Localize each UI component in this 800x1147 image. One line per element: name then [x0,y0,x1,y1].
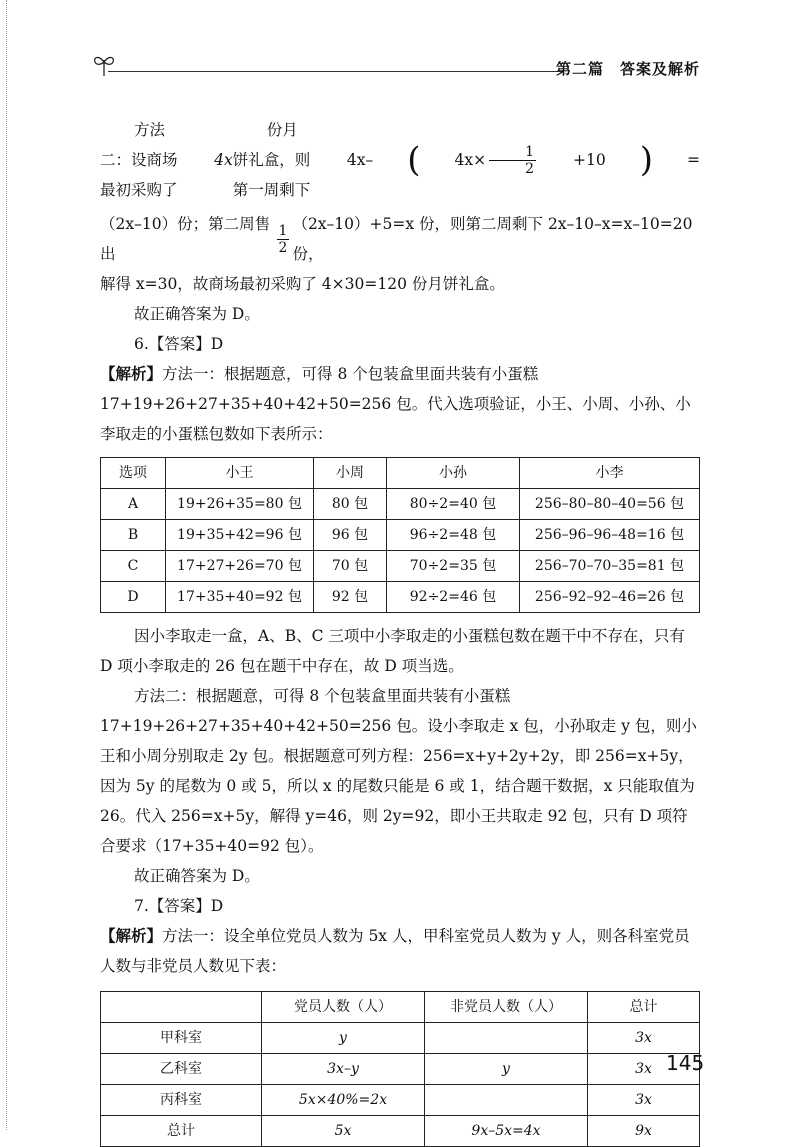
math-segment: 4x– [346,151,374,169]
q7-table [100,991,700,1147]
table-row [101,520,700,551]
table-cell: 256–96–96–48=16 包 [520,520,700,551]
table-header-cell [101,992,262,1023]
table-cell: 256–92–92–46=26 包 [520,582,700,613]
table-cell: 17+27+26=70 包 [166,551,314,582]
fraction [277,223,290,256]
q7-answer: 7.【答案】D [134,897,224,915]
table-header-cell: 小王 [166,458,314,489]
table-header-row [101,992,700,1023]
table-header-cell: 非党员人数（人） [425,992,588,1023]
q5-method2-line3: 解得 x=30，故商场最初采购了 4×30=120 份月饼礼盒。 [100,275,505,293]
table-cell: 3x [588,1023,700,1054]
q6-conclusion: 故正确答案为 D。 [134,867,260,885]
table-cell: 3x [588,1054,700,1085]
fraction-numerator: 1 [278,222,288,239]
table-cell: 甲科室 [101,1023,262,1054]
table-cell: 256–80–80–40=56 包 [520,489,700,520]
q6-method2: 方法二：根据题意，可得 8 个包装盒里面共装有小蛋糕 17+19+26+27+35+40+42+50=256 包。设小李取走 x 包，小孙取走 y 包，则小王和小周分别取走 2y 包。根据题意可列方程：256=x+y+2y+2y，即 256=x+5y，因为 5y 的尾数为 0 或 5，所以 x 的尾数只能是 6 或 1，结合题干数据，x 只能取值为 26。代入 256=x+5y，解得 y=46，则 2y=92，即小王共取走 92 包，只有 D 项符合要求（17+35+40=92 包）。 [100,687,697,855]
table-cell: 92÷2=46 包 [387,582,520,613]
table-cell: 96÷2=48 包 [387,520,520,551]
var-segment: 4x [214,151,233,169]
math-segment: 4x× [454,151,487,169]
table-header-row [101,458,700,489]
table-cell: 3x–y [262,1054,425,1085]
table-header-cell: 选项 [101,458,166,489]
table-row [101,582,700,613]
analysis-text: 方法一：根据题意，可得 8 个包装盒里面共装有小蛋糕 17+19+26+27+35+40+42+50=256 包。代入选项验证，小王、小周、小孙、小李取走的小蛋糕包数如下表所示： [100,365,691,443]
table-cell: 80÷2=40 包 [387,489,520,520]
table-cell: 3x [588,1085,700,1116]
q5-method2-line2 [100,209,700,269]
table-header-cell: 小孙 [387,458,520,489]
table-cell: 17+35+40=92 包 [166,582,314,613]
table-cell: y [262,1023,425,1054]
table-cell: C [101,551,166,582]
header-title: 第二篇 答案及解析 [555,60,700,78]
analysis-text: 方法一：设全单位党员人数为 5x 人，甲科室党员人数为 y 人，则各科室党员人数与非党员人数见下表： [100,927,690,975]
text-segment: （2x–10）份；第二周售出 [100,215,271,263]
table-header-cell: 总计 [588,992,700,1023]
table-header-cell: 党员人数（人） [262,992,425,1023]
table-cell: 19+35+42=96 包 [166,520,314,551]
table-row [101,1116,700,1147]
table-cell: 丙科室 [101,1085,262,1116]
table-cell: B [101,520,166,551]
right-paren: ) [639,140,653,180]
left-paren: ( [407,140,421,180]
fraction-denominator: 2 [525,160,534,177]
table-cell: A [101,489,166,520]
text-segment: 方法二：设商场最初采购了 [100,121,178,199]
q6-after-table: 因小李取走一盒，A、B、C 三项中小李取走的小蛋糕包数在题干中不存在，只有 D 项小李取走的 26 包在题干中存在，故 D 项当选。 [100,627,685,675]
table-cell [425,1085,588,1116]
q6-table [100,457,700,613]
analysis-label: 【解析】 [100,926,163,945]
table-cell: 9x [588,1116,700,1147]
table-cell: 80 包 [314,489,387,520]
q6-answer: 6.【答案】D [134,335,224,353]
header-rule [108,71,562,72]
table-header-cell: 小周 [314,458,387,489]
table-row [101,1085,700,1116]
table-row [101,1054,700,1085]
table-cell: 70 包 [314,551,387,582]
q6-analysis [100,359,700,449]
table-cell: y [425,1054,588,1085]
table-cell [425,1023,588,1054]
table-row [101,489,700,520]
table-cell: 256–70–70–35=81 包 [520,551,700,582]
table-cell: 5x [262,1116,425,1147]
math-segment: = [686,151,700,169]
table-row [101,551,700,582]
fraction-denominator: 2 [278,239,288,256]
binding-edge [6,0,7,1130]
text-segment: （2x–10）+5=x 份，则第二周剩下 2x–10–x=x–10=20 份， [292,215,693,263]
fraction [489,144,536,177]
q5-method2-line1 [100,115,700,205]
fraction-numerator: 1 [489,144,536,161]
table-cell: 19+26+35=80 包 [166,489,314,520]
table-cell: D [101,582,166,613]
table-cell: 乙科室 [101,1054,262,1085]
page-number: 145 [666,1051,705,1075]
math-segment: +10 [573,151,606,169]
table-cell: 5x×40%=2x [262,1085,425,1116]
analysis-label: 【解析】 [100,364,163,383]
q5-conclusion: 故正确答案为 D。 [134,305,260,323]
table-cell: 92 包 [314,582,387,613]
table-cell: 96 包 [314,520,387,551]
text-segment: 份月饼礼盒，则第一周剩下 [232,121,311,199]
table-cell: 9x–5x=4x [425,1116,588,1147]
table-cell: 总计 [101,1116,262,1147]
content [100,115,700,1147]
table-row [101,1023,700,1054]
table-cell: 70÷2=35 包 [387,551,520,582]
q7-analysis [100,921,700,981]
sprout-icon [92,52,116,78]
table-header-cell: 小李 [520,458,700,489]
page-header [92,52,702,82]
